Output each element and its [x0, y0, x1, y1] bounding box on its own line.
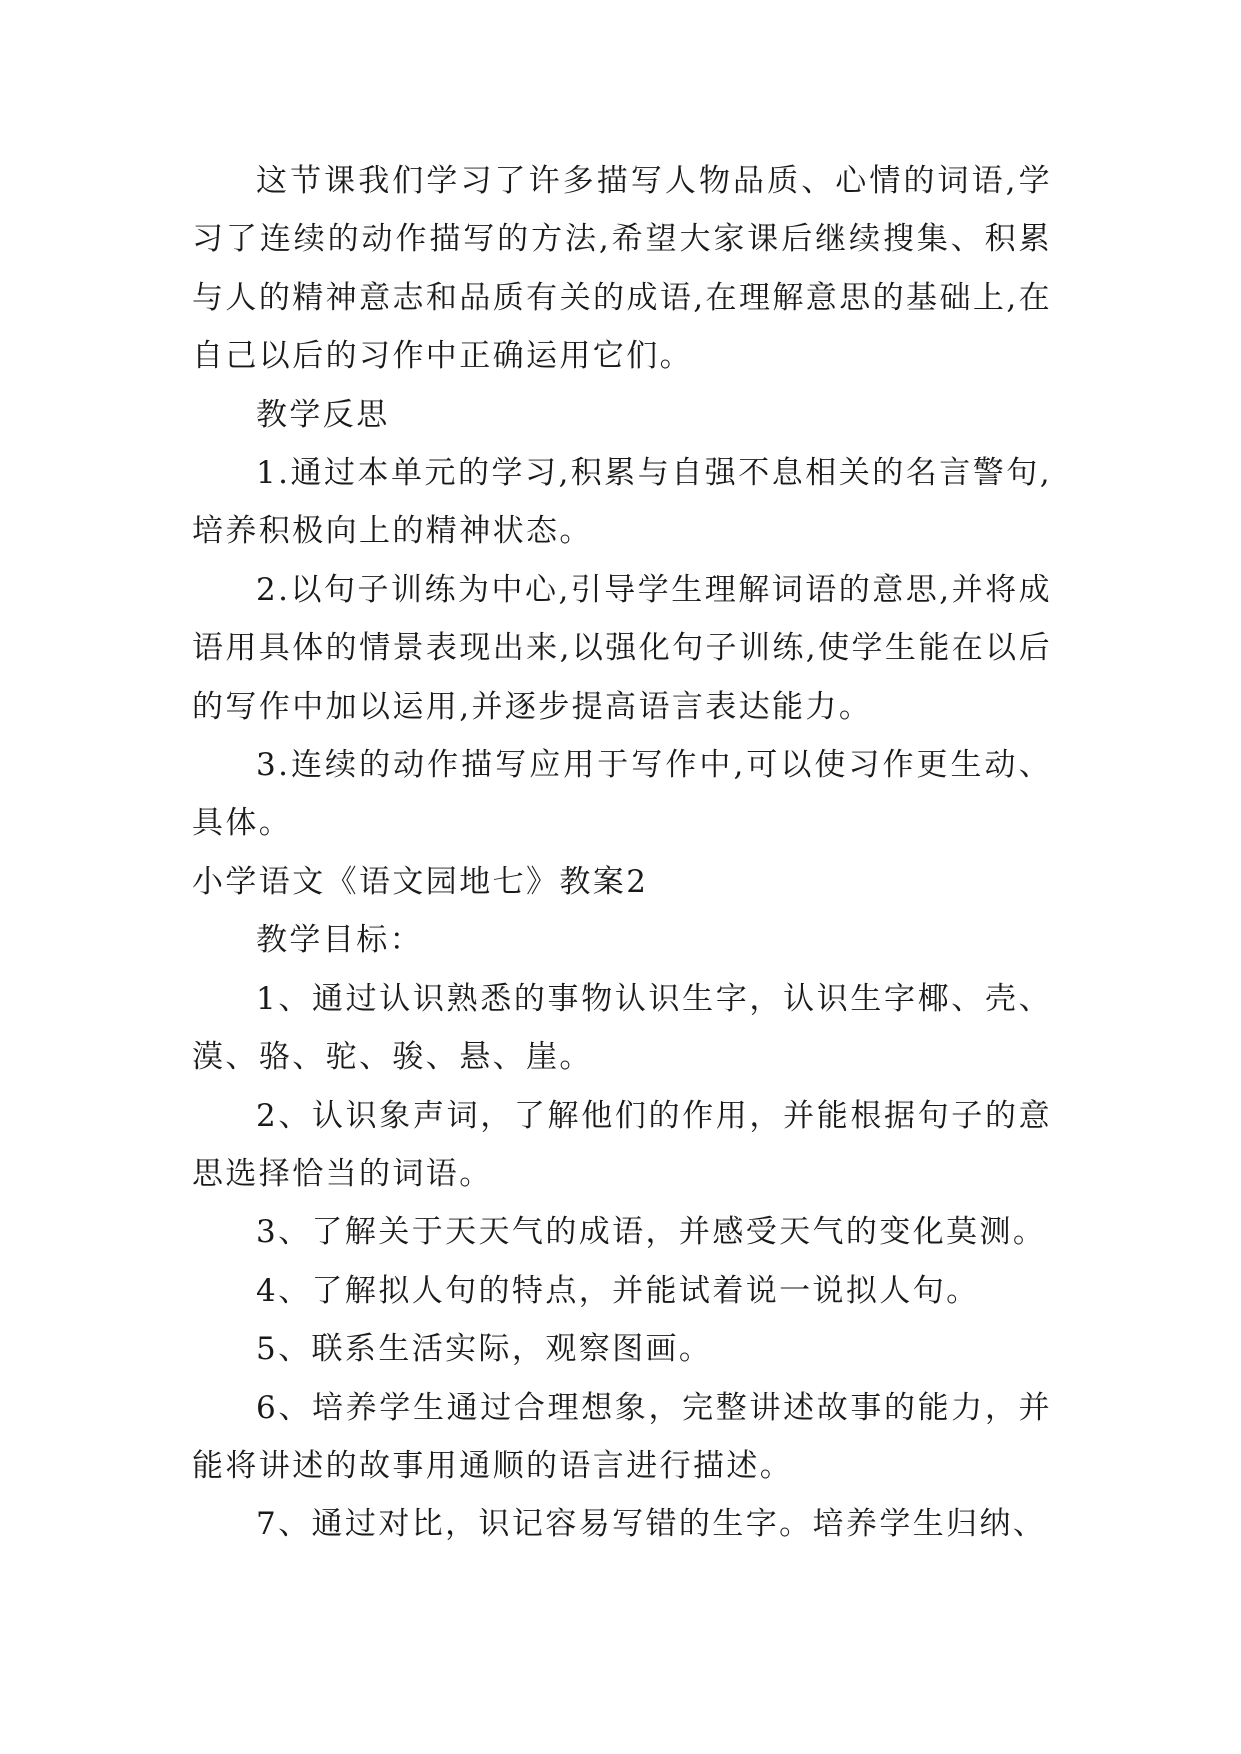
- closing-paragraph: 这节课我们学习了许多描写人物品质、心情的词语,学习了连续的动作描写的方法,希望大家课后继续搜集、积累与人的精神意志和品质有关的成语,在理解意思的基础上,在自己以后的习作中正确运用它们。: [192, 163, 1052, 375]
- objective-item-1: 1、通过认识熟悉的事物认识生字，认识生字椰、壳、漠、骆、驼、骏、悬、崖。: [192, 980, 1052, 1076]
- reflection-item-2: 2.以句子训练为中心,引导学生理解词语的意思,并将成语用具体的情景表现出来,以强化句子训练,使学生能在以后的写作中加以运用,并逐步提高语言表达能力。: [192, 571, 1052, 725]
- objective-item-6: 6、培养学生通过合理想象，完整讲述故事的能力，并能将讲述的故事用通顺的语言进行描述。: [192, 1389, 1052, 1484]
- reflection-item-1: 1.通过本单元的学习,积累与自强不息相关的名言警句,培养积极向上的精神状态。: [192, 455, 1052, 550]
- document-page: [192, 152, 1052, 1554]
- objective-item-2: 2、认识象声词，了解他们的作用，并能根据句子的意思选择恰当的词语。: [192, 1097, 1052, 1192]
- objective-item-4: 4、了解拟人句的特点，并能试着说一说拟人句。: [256, 1272, 980, 1309]
- objectives-heading: 教学目标：: [256, 922, 423, 959]
- objective-item-7: 7、通过对比，识记容易写错的生字。培养学生归纳、: [256, 1506, 1047, 1543]
- objective-item-3: 3、了解关于天天气的成语，并感受天气的变化莫测。: [256, 1214, 1047, 1251]
- reflection-heading: 教学反思: [256, 396, 390, 433]
- lesson-plan-title: 小学语文《语文园地七》教案2: [192, 863, 649, 900]
- reflection-item-3: 3.连续的动作描写应用于写作中,可以使习作更生动、具体。: [192, 747, 1052, 842]
- objective-item-5: 5、联系生活实际，观察图画。: [256, 1331, 713, 1368]
